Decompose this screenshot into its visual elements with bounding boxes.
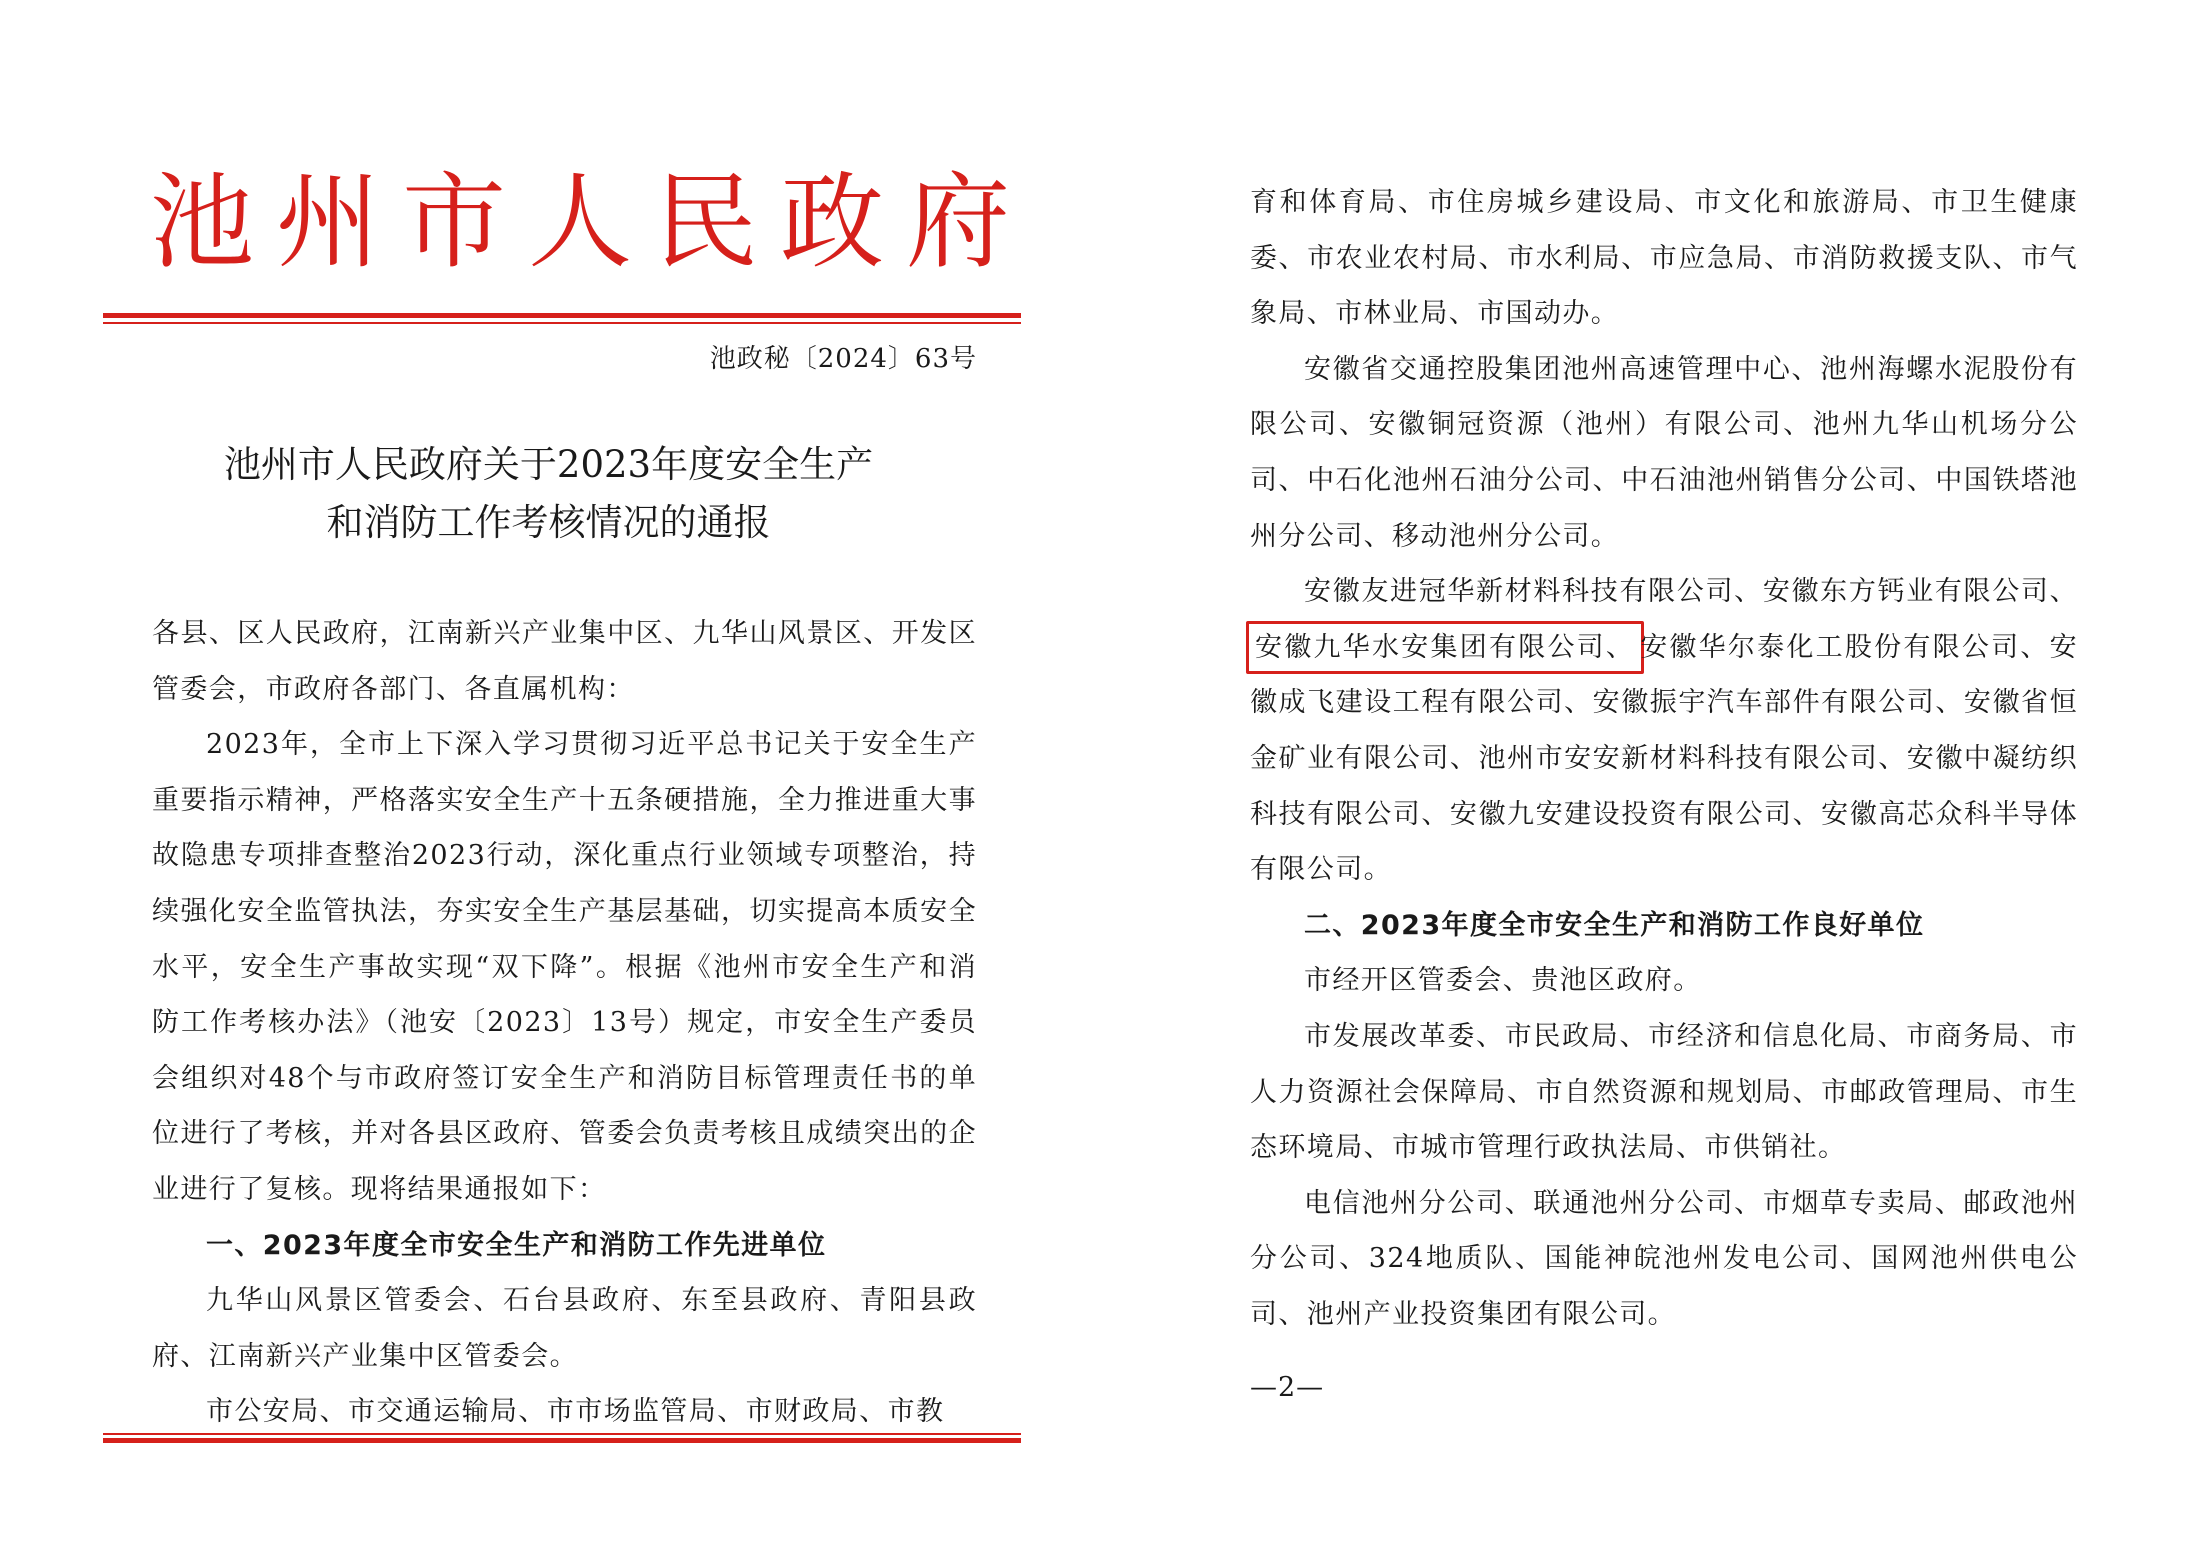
footer-rule-thick bbox=[103, 1438, 1021, 1443]
section-1-department-list-continued: 育和体育局、市住房城乡建设局、市文化和旅游局、市卫生健康委、市农业农村局、市水利局、市应急局、市消防救援支队、市气象局、市林业局、市国动办。 bbox=[1250, 187, 2078, 330]
salutation: 各县、区人民政府，江南新兴产业集中区、九华山风景区、开发区管委会，市政府各部门、各直属机构： bbox=[152, 618, 977, 705]
right-body-text bbox=[1250, 175, 2078, 1342]
highlighted-company: 安徽九华水安集团有限公司、 bbox=[1246, 621, 1644, 674]
section-1-county-list: 九华山风景区管委会、石台县政府、东至县政府、青阳县政府、江南新兴产业集中区管委会。 bbox=[152, 1285, 977, 1372]
document-title-line-1: 池州市人民政府关于2023年度安全生产 bbox=[223, 443, 874, 486]
document-number: 池政秘〔2024〕63号 bbox=[709, 344, 977, 374]
section-2-county-list: 市经开区管委会、贵池区政府。 bbox=[1304, 965, 1702, 997]
masthead-rule-thin bbox=[103, 322, 1021, 324]
intro-paragraph: 2023年，全市上下深入学习贯彻习近平总书记关于安全生产重要指示精神，严格落实安全生产十五条硬措施，全力推进重大事故隐患专项排查整治2023行动，深化重点行业领域专项整治，持续强化安全监管执法，夯实安全生产基层基础，切实提高本质安全水平，安全生产事故实现“双下降”。根据《池州市安全生产和消防工作考核办法》（池安〔2023〕13号）规定，市安全生产委员会组织对48个与市政府签订安全生产和消防目标管理责任书的单位进行了考核，并对各县区政府、管委会负责考核且成绩突出的企业进行了复核。现将结果通报如下： bbox=[152, 729, 977, 1205]
document-title bbox=[0, 436, 1097, 552]
footer-rule-thin bbox=[103, 1433, 1021, 1435]
section-1-company-list bbox=[1250, 564, 2078, 898]
masthead-rule-thick bbox=[103, 313, 1021, 318]
company-list-before: 安徽友进冠华新材料科技有限公司、安徽东方钙业有限公司、 bbox=[1304, 576, 2078, 608]
company-list-after: 安徽华尔泰化工股份有限公司、安徽成飞建设工程有限公司、安徽振宇汽车部件有限公司、安徽省恒金矿业有限公司、池州市安安新材料科技有限公司、安徽中凝纺织科技有限公司、安徽九安建设投资有限公司、安徽高芯众科半导体有限公司。 bbox=[1250, 631, 2079, 886]
left-body-text bbox=[152, 606, 977, 1440]
page-number: —2— bbox=[1250, 1372, 1325, 1403]
section-2-department-list: 市发展改革委、市民政局、市经济和信息化局、市商务局、市人力资源社会保障局、市自然资源和规划局、市邮政管理局、市生态环境局、市城市管理行政执法局、市供销社。 bbox=[1250, 1020, 2078, 1164]
section-2-heading: 二、2023年度全市安全生产和消防工作良好单位 bbox=[1304, 909, 1925, 941]
section-2-enterprise-list: 电信池州分公司、联通池州分公司、市烟草专卖局、邮政池州分公司、324地质队、国能神皖池州发电公司、国网池州供电公司、池州产业投资集团有限公司。 bbox=[1250, 1187, 2078, 1330]
section-1-department-list-start: 市公安局、市交通运输局、市市场监管局、市财政局、市教 bbox=[206, 1396, 945, 1428]
document-title-line-2: 和消防工作考核情况的通报 bbox=[326, 501, 771, 544]
section-1-heading: 一、2023年度全市安全生产和消防工作先进单位 bbox=[206, 1229, 827, 1261]
section-1-enterprise-list: 安徽省交通控股集团池州高速管理中心、池州海螺水泥股份有限公司、安徽铜冠资源（池州）有限公司、池州九华山机场分公司、中石化池州石油分公司、中石油池州销售分公司、中国铁塔池州分公司、移动池州分公司。 bbox=[1250, 353, 2078, 552]
masthead: 池州市人民政府 bbox=[150, 161, 1033, 283]
